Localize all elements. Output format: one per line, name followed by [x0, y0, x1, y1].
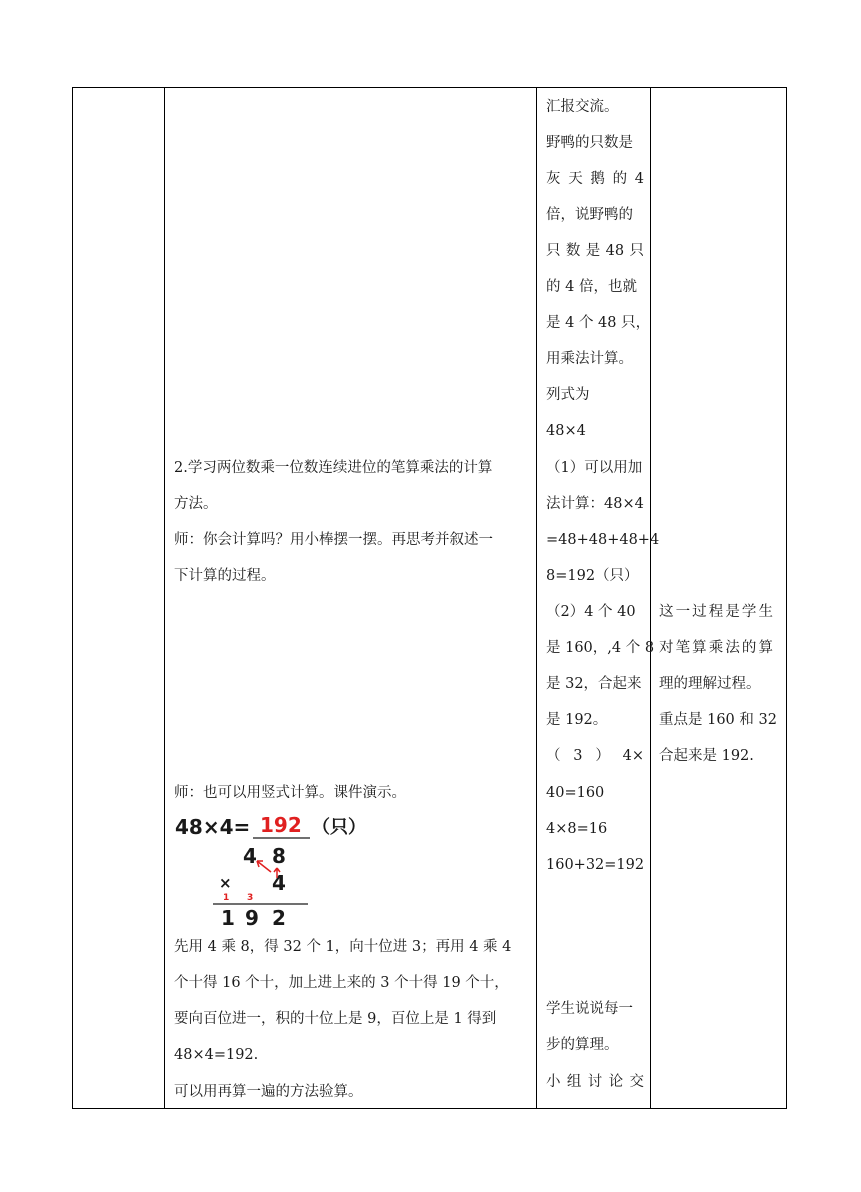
equation-text: 48×4= [175, 815, 251, 839]
student-text: 是 4 个 48 只， [546, 315, 651, 331]
explanation-line: 个十得 16 个十，加上进上来的 3 个十得 19 个十， [174, 975, 509, 991]
result-tens: 9 [245, 906, 259, 928]
student-text: 8=192（只） [546, 568, 639, 584]
vertical-multiplication-figure [175, 808, 445, 928]
equation-answer: 192 [260, 813, 302, 837]
teacher-question-cont: 下计算的过程。 [174, 568, 276, 584]
student-text: 倍，说野鸭的 [546, 207, 633, 223]
unit-label: （只） [312, 817, 366, 838]
student-text: 列式为 [546, 387, 590, 403]
student-text: 160+32=192 [546, 857, 645, 873]
student-text: 是 192。 [546, 712, 608, 728]
design-note: 合起来是 192. [659, 748, 754, 764]
student-text: =48+48+48+4 [546, 532, 660, 548]
student-text: 是 160，,4 个 8 [546, 640, 655, 656]
student-text: 40=160 [546, 785, 605, 801]
student-text: 野鸭的只数是 [546, 135, 633, 151]
student-text: 4×8=16 [546, 821, 608, 837]
student-text: 学生说说每一 [546, 1001, 633, 1017]
design-note: 这一过程是学生 [659, 604, 773, 620]
top-ones-digit: 8 [272, 844, 286, 868]
student-text: （3）4× [546, 748, 644, 764]
student-text: 是 32，合起来 [546, 676, 642, 692]
student-text: 汇报交流。 [546, 99, 619, 115]
explanation-line: 先用 4 乘 8，得 32 个 1，向十位进 3；再用 4 乘 4 [174, 939, 512, 955]
student-text: 用乘法计算。 [546, 351, 633, 367]
column-divider [536, 88, 537, 1108]
teaching-step-title: 2.学习两位数乘一位数连续进位的笔算乘法的计算 [174, 460, 493, 476]
design-note: 理的理解过程。 [659, 676, 761, 692]
carry-digit: 1 [223, 893, 230, 903]
student-text: 只数是48只 [546, 243, 644, 259]
design-note: 重点是 160 和 32 [659, 712, 777, 728]
student-text: （2）4 个 40 [546, 604, 636, 620]
student-text: （1）可以用加 [546, 460, 643, 476]
student-text: 步的算理。 [546, 1037, 619, 1053]
lesson-table [72, 87, 787, 1109]
teacher-instruction: 师：也可以用竖式计算。课件演示。 [174, 785, 406, 801]
top-tens-digit: 4 [243, 844, 257, 868]
column-divider [164, 88, 165, 1108]
student-text: 的 4 倍，也就 [546, 279, 637, 295]
explanation-line: 要向百位进一，积的十位上是 9，百位上是 1 得到 [174, 1011, 497, 1027]
student-text: 48×4 [546, 423, 586, 439]
multiplier-digit: 4 [272, 871, 286, 895]
teaching-step-title-cont: 方法。 [174, 496, 218, 512]
result-hundreds: 1 [221, 906, 235, 928]
student-text: 灰天鹅的4 [546, 171, 644, 187]
explanation-line: 48×4=192. [174, 1047, 259, 1063]
times-sign: × [219, 874, 232, 892]
design-note: 对笔算乘法的算 [659, 640, 773, 656]
column-divider [650, 88, 651, 1108]
result-ones: 2 [272, 906, 286, 928]
student-text: 小组讨论交 [546, 1074, 644, 1090]
carry-digit: 3 [247, 893, 254, 903]
verification-note: 可以用再算一遍的方法验算。 [174, 1084, 363, 1100]
student-text: 法计算：48×4 [546, 496, 644, 512]
teacher-question: 师：你会计算吗？用小棒摆一摆。再思考并叙述一 [174, 532, 493, 548]
